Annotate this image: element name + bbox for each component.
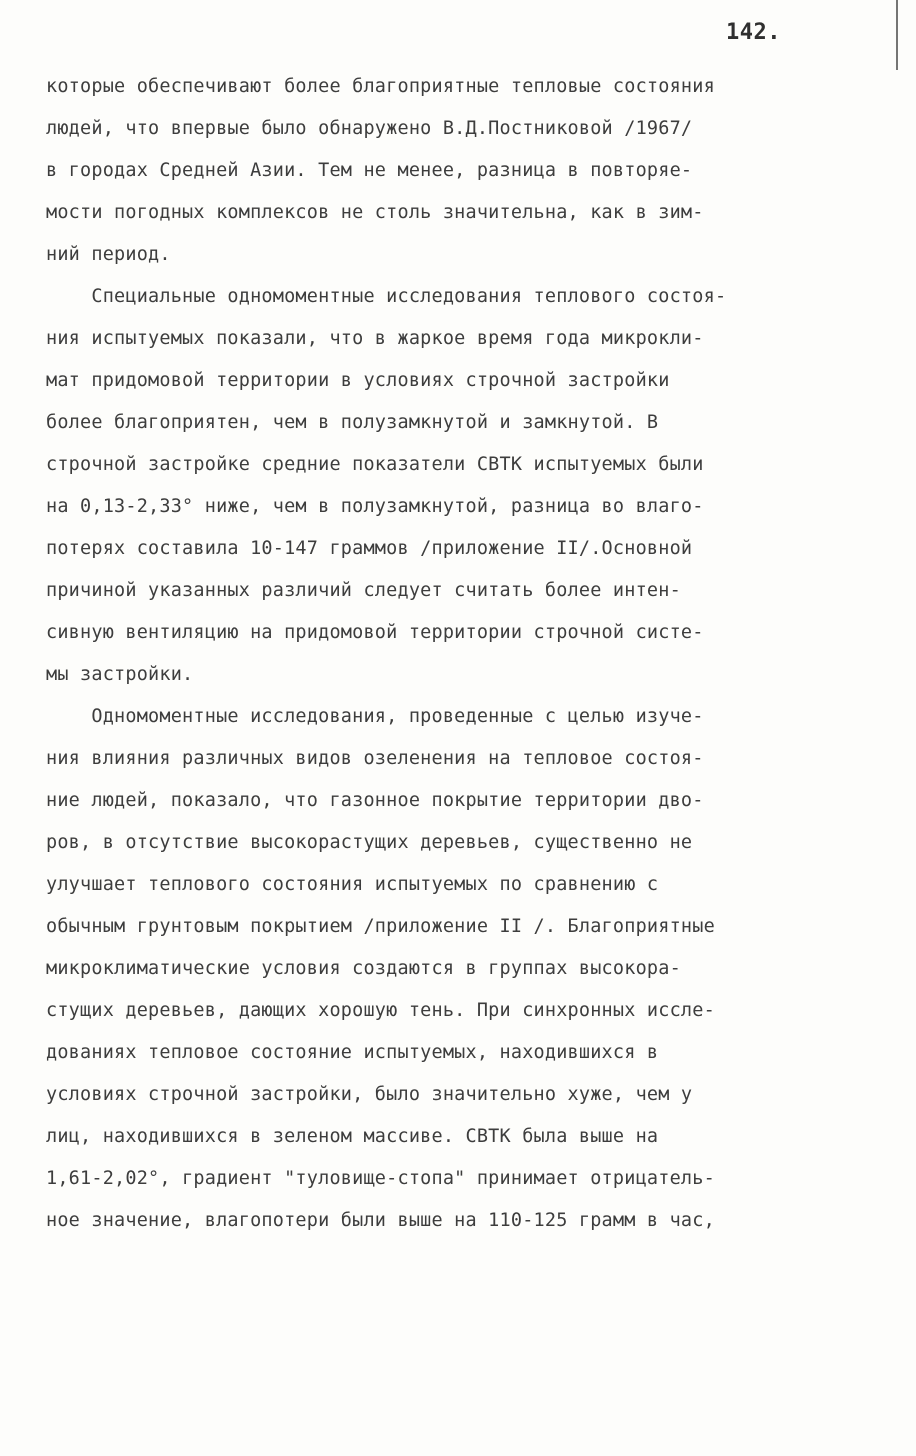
text-line: которые обеспечивают более благоприятные тепловые состояния bbox=[46, 76, 715, 97]
text-line: на 0,13-2,33° ниже, чем в полузамкнутой, разница во влаго- bbox=[46, 496, 704, 517]
body-text bbox=[46, 66, 886, 1242]
text-line: ния влияния различных видов озеленения на тепловое состоя- bbox=[46, 748, 704, 769]
text-line: улучшает теплового состояния испытуемых по сравнению с bbox=[46, 874, 659, 895]
text-line: Специальные одномоментные исследования теплового состоя- bbox=[46, 286, 727, 307]
text-line: стущих деревьев, дающих хорошую тень. При синхронных иссле- bbox=[46, 1000, 715, 1021]
page-edge-mark bbox=[896, 0, 898, 70]
text-line: в городах Средней Азии. Тем не менее, разница в повторяе- bbox=[46, 160, 693, 181]
text-line: причиной указанных различий следует считать более интен- bbox=[46, 580, 681, 601]
page-number: 142. bbox=[726, 20, 781, 45]
text-line: людей, что впервые было обнаружено В.Д.Постниковой /1967/ bbox=[46, 118, 693, 139]
text-line: микроклиматические условия создаются в группах высокора- bbox=[46, 958, 681, 979]
text-line: мы застройки. bbox=[46, 664, 194, 685]
text-line: потерях составила 10-147 граммов /приложение II/.Основной bbox=[46, 538, 693, 559]
text-line: ния испытуемых показали, что в жаркое время года микрокли- bbox=[46, 328, 704, 349]
text-line: ров, в отсутствие высокорастущих деревьев, существенно не bbox=[46, 832, 693, 853]
text-line: сивную вентиляцию на придомовой территории строчной систе- bbox=[46, 622, 704, 643]
text-line: 1,61-2,02°, градиент "туловище-стопа" принимает отрицатель- bbox=[46, 1168, 715, 1189]
text-line: мости погодных комплексов не столь значительна, как в зим- bbox=[46, 202, 704, 223]
text-line: ний период. bbox=[46, 244, 171, 265]
text-line: обычным грунтовым покрытием /приложение II /. Благоприятные bbox=[46, 916, 715, 937]
text-line: мат придомовой территории в условиях строчной застройки bbox=[46, 370, 670, 391]
text-line: дованиях тепловое состояние испытуемых, находившихся в bbox=[46, 1042, 659, 1063]
text-line: Одномоментные исследования, проведенные с целью изуче- bbox=[46, 706, 704, 727]
text-line: ние людей, показало, что газонное покрытие территории дво- bbox=[46, 790, 704, 811]
text-line: строчной застройке средние показатели СВТК испытуемых были bbox=[46, 454, 704, 475]
text-line: более благоприятен, чем в полузамкнутой и замкнутой. В bbox=[46, 412, 659, 433]
text-line: ное значение, влагопотери были выше на 110-125 грамм в час, bbox=[46, 1210, 715, 1231]
text-line: лиц, находившихся в зеленом массиве. СВТК была выше на bbox=[46, 1126, 659, 1147]
text-line: условиях строчной застройки, было значительно хуже, чем у bbox=[46, 1084, 693, 1105]
